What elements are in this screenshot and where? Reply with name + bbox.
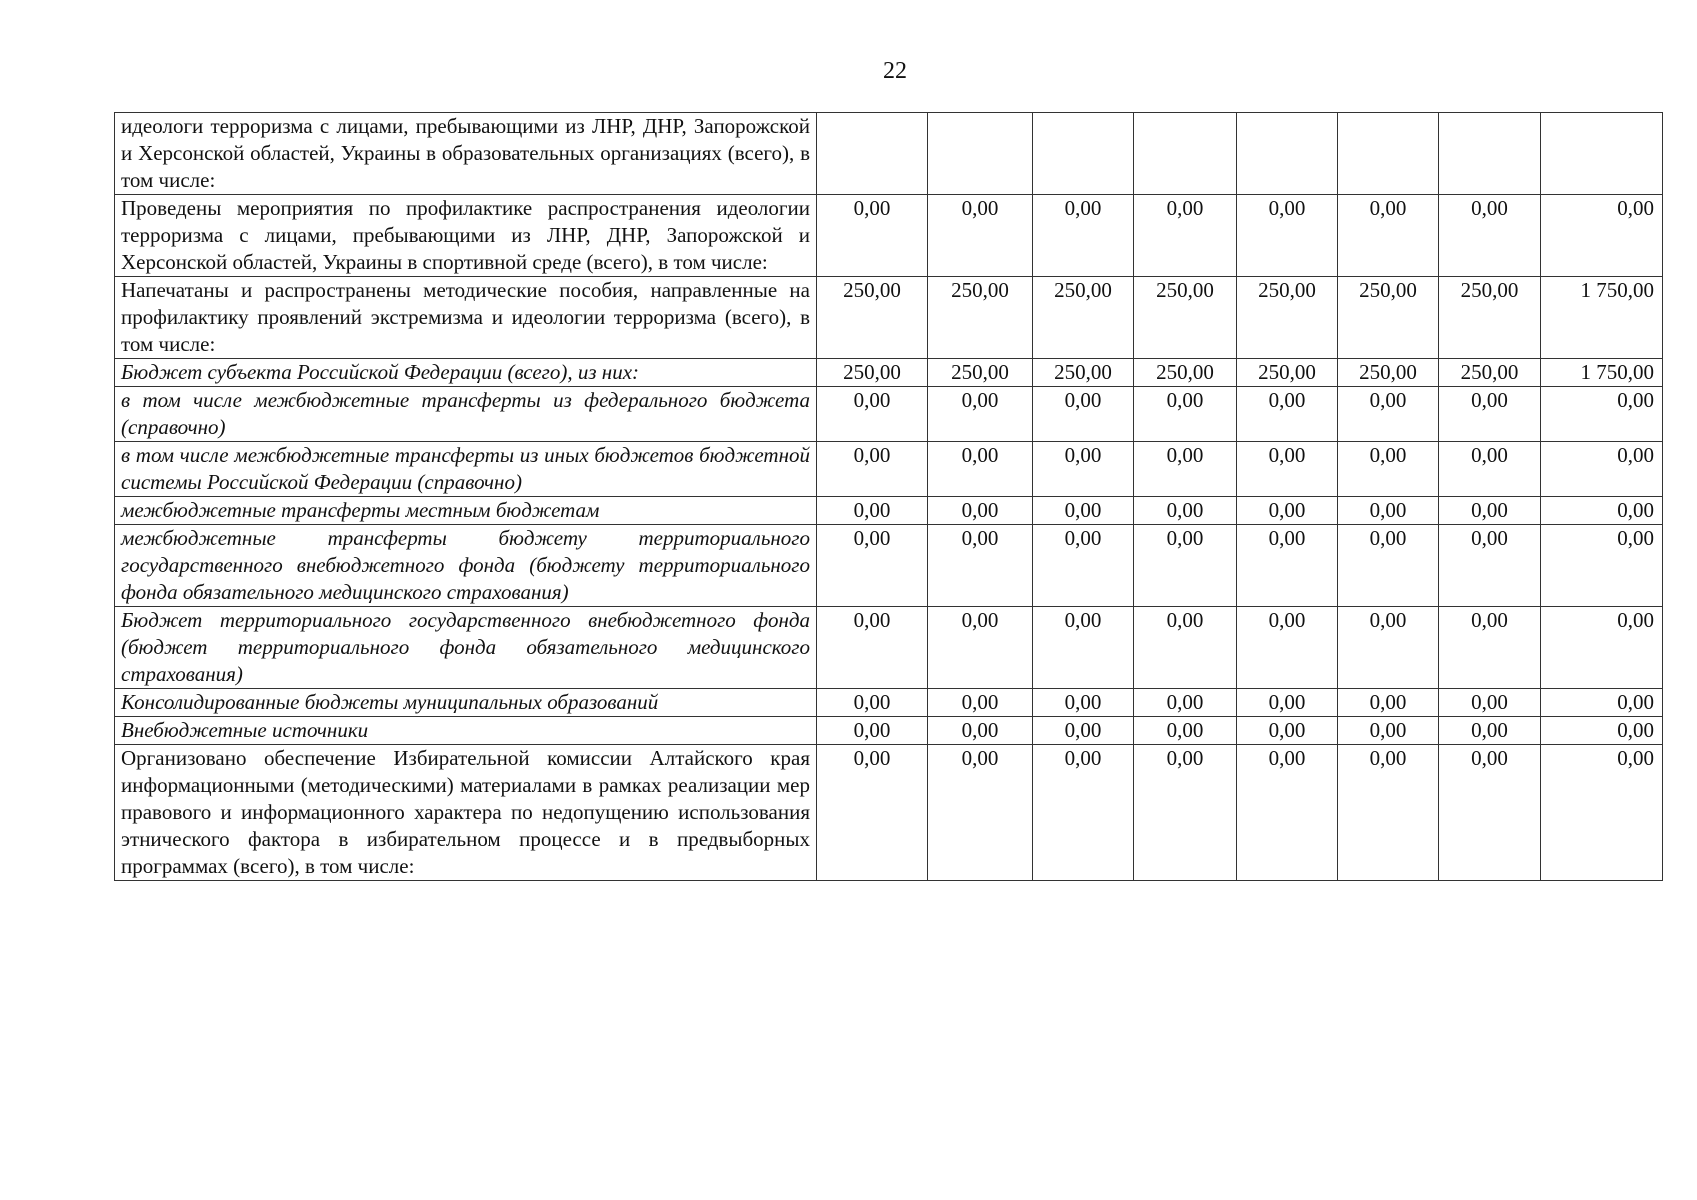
row-value-cell [928, 113, 1033, 195]
row-total-cell: 0,00 [1541, 387, 1663, 442]
row-value-cell: 0,00 [1338, 195, 1439, 277]
row-value-cell: 0,00 [1338, 745, 1439, 881]
row-description: межбюджетные трансферты местным бюджетам [115, 497, 817, 525]
table-row [115, 525, 1663, 607]
row-value-cell: 0,00 [1338, 717, 1439, 745]
row-total-cell [1541, 113, 1663, 195]
row-value-cell: 0,00 [928, 745, 1033, 881]
row-value-cell [1439, 113, 1541, 195]
row-description: Внебюджетные источники [115, 717, 817, 745]
row-value-cell: 0,00 [1338, 497, 1439, 525]
row-value-cell: 0,00 [928, 387, 1033, 442]
row-value-cell: 0,00 [1134, 387, 1237, 442]
table-row [115, 607, 1663, 689]
row-value-cell: 0,00 [817, 717, 928, 745]
row-value-cell [817, 113, 928, 195]
row-description: идеологи терроризма с лицами, пребывающими из ЛНР, ДНР, Запорожской и Херсонской областей, Украины в образовательных организациях (всего), в том числе: [115, 113, 817, 195]
row-description: Консолидированные бюджеты муниципальных образований [115, 689, 817, 717]
row-total-cell: 0,00 [1541, 689, 1663, 717]
row-value-cell: 0,00 [1237, 195, 1338, 277]
row-value-cell: 0,00 [1439, 525, 1541, 607]
row-total-cell: 0,00 [1541, 717, 1663, 745]
row-value-cell: 0,00 [817, 745, 928, 881]
row-value-cell: 0,00 [1134, 525, 1237, 607]
row-description: Напечатаны и распространены методические пособия, направленные на профилактику проявлений экстремизма и идеологии терроризма (всего), в том числе: [115, 277, 817, 359]
row-total-cell: 0,00 [1541, 525, 1663, 607]
row-value-cell: 0,00 [928, 607, 1033, 689]
budget-table-body [115, 113, 1663, 881]
row-value-cell: 250,00 [928, 359, 1033, 387]
row-description: в том числе межбюджетные трансферты из иных бюджетов бюджетной системы Российской Федерации (справочно) [115, 442, 817, 497]
row-value-cell: 0,00 [1134, 497, 1237, 525]
row-value-cell: 0,00 [928, 195, 1033, 277]
row-total-cell: 1 750,00 [1541, 359, 1663, 387]
row-value-cell: 0,00 [1033, 607, 1134, 689]
row-value-cell: 0,00 [1033, 745, 1134, 881]
row-value-cell [1237, 113, 1338, 195]
row-value-cell: 0,00 [1338, 607, 1439, 689]
row-value-cell: 0,00 [1033, 689, 1134, 717]
row-value-cell: 0,00 [1439, 497, 1541, 525]
row-value-cell: 0,00 [1237, 717, 1338, 745]
row-value-cell: 0,00 [817, 607, 928, 689]
row-value-cell: 250,00 [817, 359, 928, 387]
row-value-cell: 0,00 [1439, 607, 1541, 689]
row-value-cell: 0,00 [1134, 745, 1237, 881]
page-number: 22 [883, 58, 907, 84]
row-value-cell: 0,00 [1338, 387, 1439, 442]
row-value-cell: 0,00 [1237, 442, 1338, 497]
row-value-cell [1134, 113, 1237, 195]
row-value-cell: 250,00 [1134, 359, 1237, 387]
row-value-cell: 0,00 [1439, 387, 1541, 442]
row-value-cell: 0,00 [1338, 525, 1439, 607]
row-total-cell: 0,00 [1541, 745, 1663, 881]
row-value-cell: 0,00 [928, 497, 1033, 525]
row-value-cell: 250,00 [928, 277, 1033, 359]
table-row [115, 359, 1663, 387]
row-value-cell: 0,00 [1134, 195, 1237, 277]
table-row [115, 277, 1663, 359]
row-value-cell: 0,00 [1237, 689, 1338, 717]
row-value-cell: 0,00 [817, 525, 928, 607]
table-row [115, 195, 1663, 277]
row-value-cell: 250,00 [1338, 277, 1439, 359]
row-value-cell: 0,00 [1237, 607, 1338, 689]
row-value-cell [1033, 113, 1134, 195]
row-total-cell: 1 750,00 [1541, 277, 1663, 359]
row-value-cell: 0,00 [1033, 387, 1134, 442]
row-value-cell: 0,00 [817, 689, 928, 717]
row-value-cell: 0,00 [817, 195, 928, 277]
row-value-cell [1338, 113, 1439, 195]
row-value-cell: 250,00 [1338, 359, 1439, 387]
row-value-cell: 0,00 [1134, 442, 1237, 497]
table-row [115, 717, 1663, 745]
row-value-cell: 0,00 [1237, 525, 1338, 607]
row-value-cell: 0,00 [1237, 387, 1338, 442]
row-value-cell: 0,00 [817, 387, 928, 442]
row-value-cell: 0,00 [1338, 689, 1439, 717]
row-value-cell: 0,00 [817, 442, 928, 497]
row-description: Бюджет субъекта Российской Федерации (всего), из них: [115, 359, 817, 387]
row-value-cell: 0,00 [1033, 717, 1134, 745]
row-description: в том числе межбюджетные трансферты из федерального бюджета (справочно) [115, 387, 817, 442]
row-value-cell: 0,00 [928, 525, 1033, 607]
row-description: Проведены мероприятия по профилактике распространения идеологии терроризма с лицами, пребывающими из ЛНР, ДНР, Запорожской и Херсонской областей, Украины в спортивной среде (всего), в том числе: [115, 195, 817, 277]
table-row [115, 442, 1663, 497]
table-row [115, 113, 1663, 195]
budget-table [114, 112, 1663, 881]
table-row [115, 497, 1663, 525]
row-value-cell: 250,00 [1134, 277, 1237, 359]
row-total-cell: 0,00 [1541, 607, 1663, 689]
row-value-cell: 0,00 [928, 717, 1033, 745]
row-value-cell: 0,00 [1033, 442, 1134, 497]
table-row [115, 387, 1663, 442]
row-value-cell: 250,00 [1439, 277, 1541, 359]
row-value-cell: 0,00 [1439, 745, 1541, 881]
row-value-cell: 0,00 [928, 442, 1033, 497]
row-value-cell: 0,00 [1134, 717, 1237, 745]
row-value-cell: 0,00 [1439, 717, 1541, 745]
row-value-cell: 250,00 [1439, 359, 1541, 387]
row-total-cell: 0,00 [1541, 497, 1663, 525]
table-row [115, 745, 1663, 881]
table-row [115, 689, 1663, 717]
row-total-cell: 0,00 [1541, 442, 1663, 497]
row-value-cell: 0,00 [1033, 195, 1134, 277]
row-description: Организовано обеспечение Избирательной комиссии Алтайского края информационными (методическими) материалами в рамках реализации мер правового и информационного характера по недопущению использования этнического фактора в избирательном процессе и в предвыборных программах (всего), в том числе: [115, 745, 817, 881]
row-total-cell: 0,00 [1541, 195, 1663, 277]
row-value-cell: 0,00 [1338, 442, 1439, 497]
row-value-cell: 0,00 [1033, 497, 1134, 525]
row-value-cell: 0,00 [1033, 525, 1134, 607]
row-value-cell: 0,00 [1439, 442, 1541, 497]
row-value-cell: 0,00 [1439, 689, 1541, 717]
row-value-cell: 250,00 [1033, 359, 1134, 387]
row-value-cell: 0,00 [1439, 195, 1541, 277]
row-value-cell: 250,00 [1237, 277, 1338, 359]
row-value-cell: 0,00 [928, 689, 1033, 717]
row-value-cell: 250,00 [817, 277, 928, 359]
row-value-cell: 0,00 [1134, 607, 1237, 689]
row-value-cell: 250,00 [1033, 277, 1134, 359]
row-description: межбюджетные трансферты бюджету территориального государственного внебюджетного фонда (бюджету территориального фонда обязательного медицинского страхования) [115, 525, 817, 607]
row-value-cell: 0,00 [1237, 745, 1338, 881]
row-value-cell: 0,00 [1134, 689, 1237, 717]
row-value-cell: 250,00 [1237, 359, 1338, 387]
row-value-cell: 0,00 [1237, 497, 1338, 525]
row-description: Бюджет территориального государственного внебюджетного фонда (бюджет территориального фонда обязательного медицинского страхования) [115, 607, 817, 689]
row-value-cell: 0,00 [817, 497, 928, 525]
